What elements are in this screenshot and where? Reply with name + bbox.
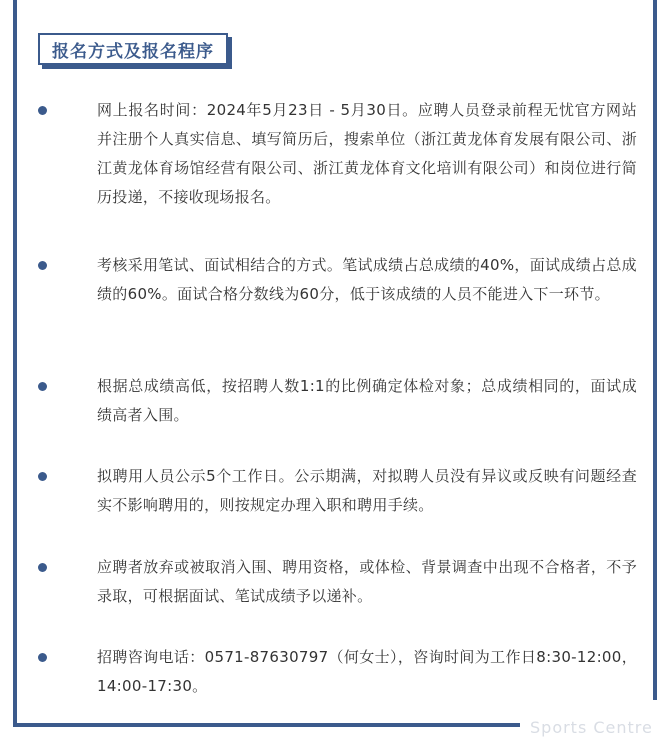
bullet-icon (38, 653, 47, 662)
list-item-text: 考核采用笔试、面试相结合的方式。笔试成绩占总成绩的40%，面试成绩占总成绩的60%。面试合格分数线为60分，低于该成绩的人员不能进入下一环节。 (97, 256, 637, 303)
bullet-icon (38, 472, 47, 481)
list-item-text: 网上报名时间：2024年5月23日 - 5月30日。应聘人员登录前程无忧官方网站并注册个人真实信息、填写简历后，搜索单位（浙江黄龙体育发展有限公司、浙江黄龙体育场馆经营有限公司、浙江黄龙体育文化培训有限公司）和岗位进行简历投递，不接收现场报名。 (97, 101, 637, 206)
list-item-text: 应聘者放弃或被取消入围、聘用资格，或体检、背景调查中出现不合格者，不予录取，可根据面试、笔试成绩予以递补。 (97, 558, 637, 605)
title-frame (38, 33, 228, 65)
left-border (13, 0, 17, 727)
list-item-text: 拟聘用人员公示5个工作日。公示期满，对拟聘人员没有异议或反映有问题经查实不影响聘用的，则按规定办理入职和聘用手续。 (97, 467, 637, 514)
list-item-text: 招聘咨询电话：0571-87630797（何女士），咨询时间为工作日8:30-12:00，14:00-17:30。 (97, 648, 637, 695)
watermark-text: Sports Centre (530, 718, 653, 737)
bullet-icon (38, 261, 47, 270)
section-title: 报名方式及报名程序 (52, 41, 214, 62)
bullet-icon (38, 382, 47, 391)
bottom-border (13, 723, 533, 727)
list-item-text: 根据总成绩高低，按招聘人数1:1的比例确定体检对象；总成绩相同的，面试成绩高者入围。 (97, 377, 637, 424)
bullet-icon (38, 563, 47, 572)
section-title-box (38, 33, 232, 67)
right-border (653, 0, 657, 727)
watermark (520, 700, 660, 741)
bullet-icon (38, 106, 47, 115)
